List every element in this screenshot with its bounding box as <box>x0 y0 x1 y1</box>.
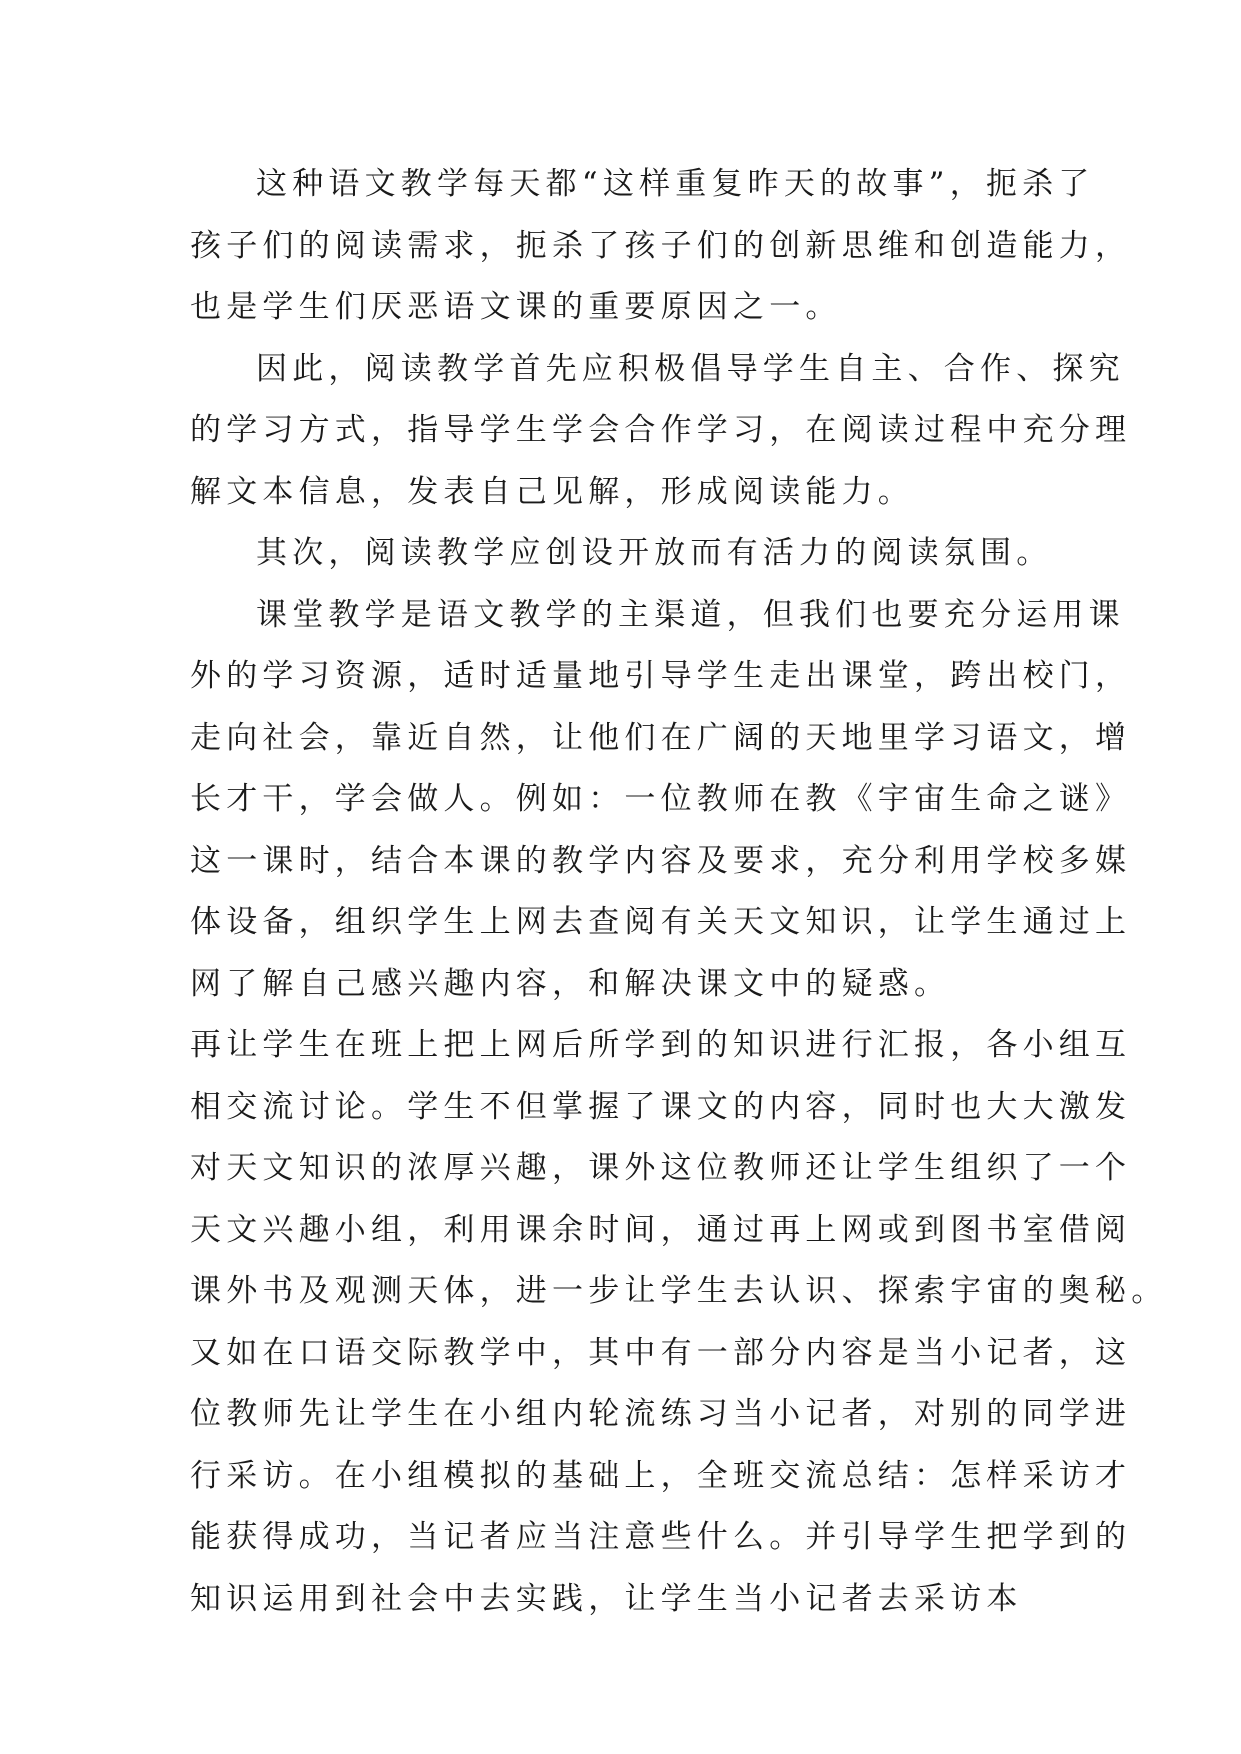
text-line: 位教师先让学生在小组内轮流练习当小记者，对别的同学进 <box>190 1396 1132 1432</box>
text-line: 解文本信息，发表自己见解，形成阅读能力。 <box>190 473 914 510</box>
text-line: 网了解自己感兴趣内容，和解决课文中的疑惑。 <box>190 965 951 1002</box>
text-line: 其次，阅读教学应创设开放而有活力的阅读氛围。 <box>256 535 1053 571</box>
text-line: 孩子们的阅读需求，扼杀了孩子们的创新思维和创造能力， <box>190 227 1132 264</box>
text-line: 相交流讨论。学生不但掌握了课文的内容，同时也大大激发 <box>190 1088 1132 1125</box>
text-line: 外的学习资源，适时适量地引导学生走出课堂，跨出校门， <box>190 658 1132 694</box>
text-line: 对天文知识的浓厚兴趣，课外这位教师还让学生组织了一个 <box>190 1150 1132 1186</box>
text-line: 体设备，组织学生上网去查阅有关天文知识，让学生通过上 <box>190 904 1132 940</box>
text-line: 天文兴趣小组，利用课余时间，通过再上网或到图书室借阅 <box>190 1211 1132 1248</box>
text-line: 走向社会，靠近自然，让他们在广阔的天地里学习语文，增 <box>190 719 1132 756</box>
text-line: 能获得成功，当记者应当注意些什么。并引导学生把学到的 <box>190 1519 1132 1555</box>
text-line: 再让学生在班上把上网后所学到的知识进行汇报，各小组互 <box>190 1027 1132 1063</box>
text-line: 因此，阅读教学首先应积极倡导学生自主、合作、探究 <box>256 350 1125 387</box>
text-line: 这一课时，结合本课的教学内容及要求，充分利用学校多媒 <box>190 842 1132 879</box>
text-line: 也是学生们厌恶语文课的重要原因之一。 <box>190 289 842 325</box>
text-line: 知识运用到社会中去实践，让学生当小记者去采访本 <box>190 1580 1023 1617</box>
text-line: 课堂教学是语文教学的主渠道，但我们也要充分运用课 <box>256 596 1125 633</box>
text-line: 这种语文教学每天都“这样重复昨天的故事”，扼杀了 <box>256 166 1095 202</box>
text-line: 长才干，学会做人。例如：一位教师在教《宇宙生命之谜》 <box>190 781 1132 817</box>
text-line: 的学习方式，指导学生学会合作学习，在阅读过程中充分理 <box>190 412 1132 448</box>
body-text <box>190 154 1168 1630</box>
text-line: 又如在口语交际教学中，其中有一部分内容是当小记者，这 <box>190 1334 1132 1371</box>
text-line: 课外书及观测天体，进一步让学生去认识、探索宇宙的奥秘。 <box>190 1273 1168 1309</box>
text-line: 行采访。在小组模拟的基础上，全班交流总结：怎样采访才 <box>190 1457 1132 1494</box>
